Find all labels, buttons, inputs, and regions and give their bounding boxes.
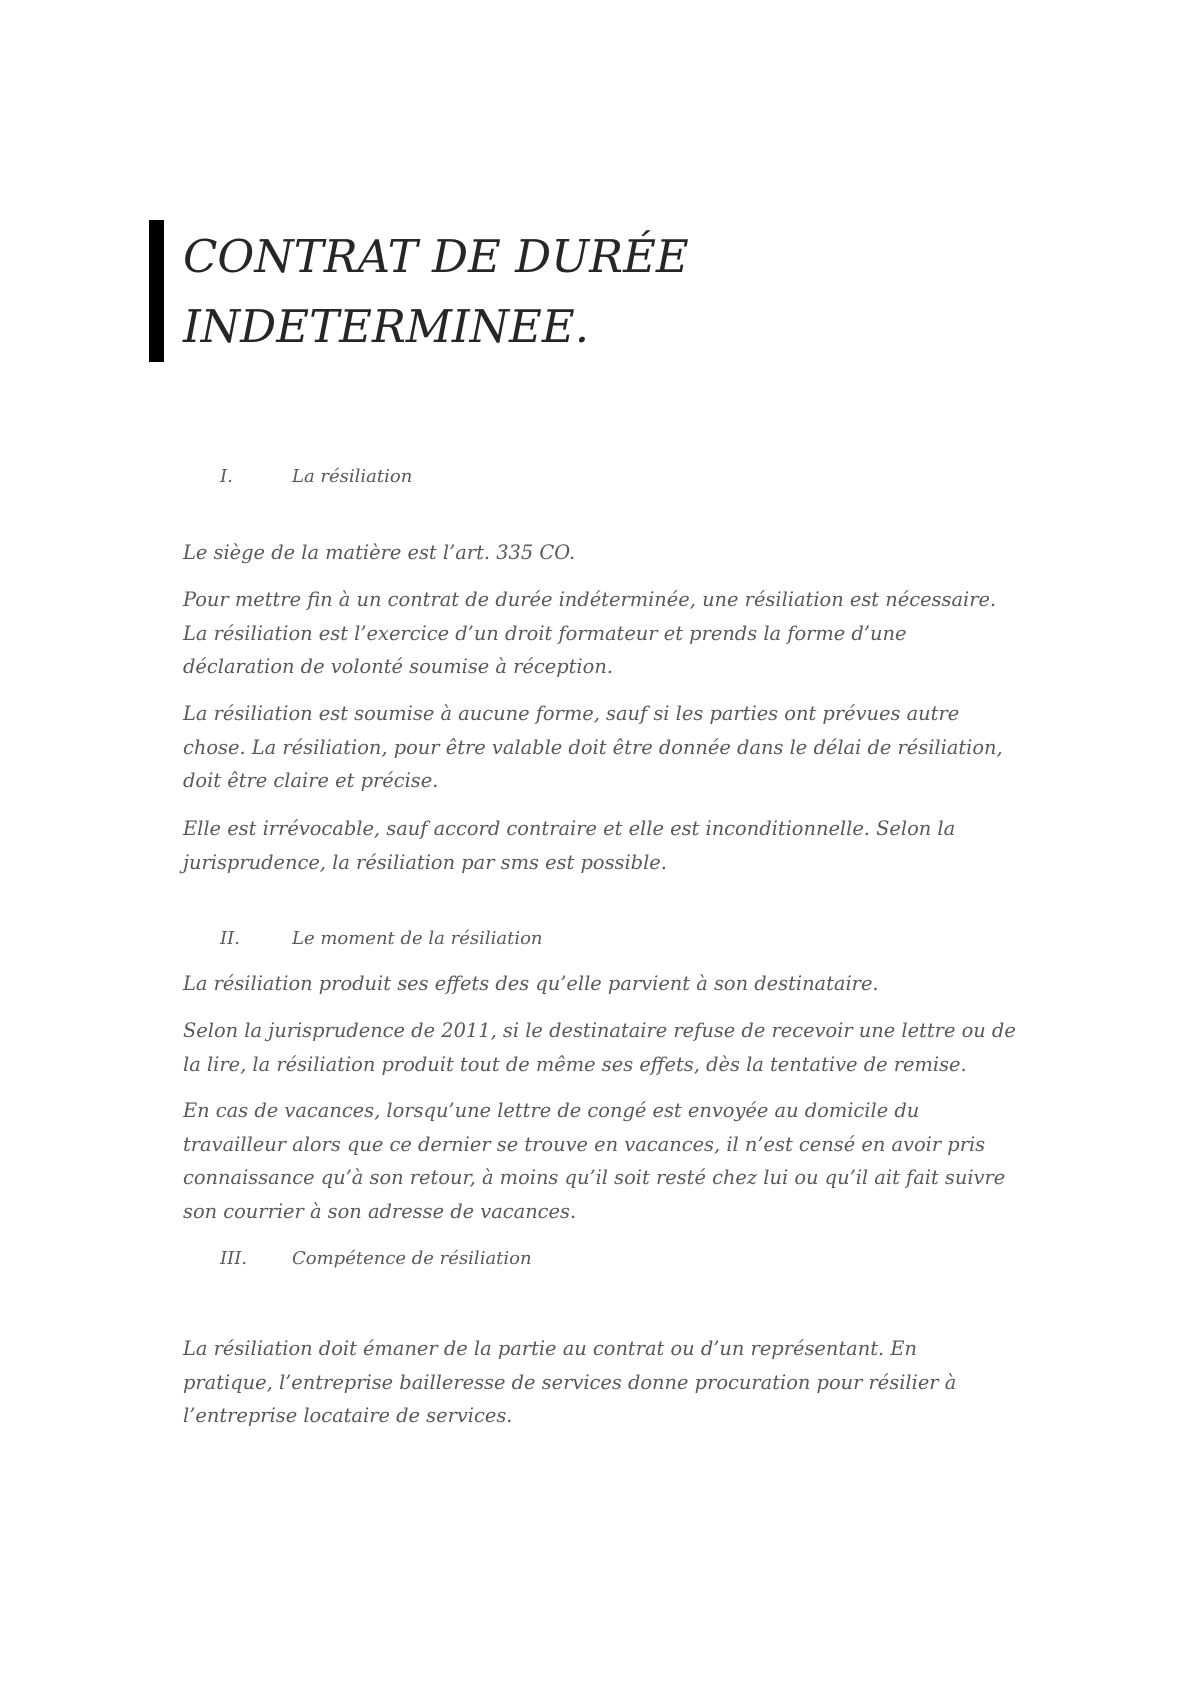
text-line: son courrier à son adresse de vacances.	[183, 1199, 577, 1223]
text-line: Selon la jurisprudence de 2011, si le destinataire refuse de recevoir une lettre ou de	[183, 1019, 1016, 1042]
section-number: III.	[220, 1248, 248, 1269]
text-line: pratique, l’entreprise bailleresse de services donne procuration pour résilier à	[183, 1370, 957, 1394]
text-line: Le siège de la matière est l’art. 335 CO.	[183, 541, 576, 564]
text-line: connaissance qu’à son retour, à moins qu’il soit resté chez lui ou qu’il ait fait suivre	[183, 1166, 1006, 1189]
section-heading-1	[220, 465, 412, 489]
text-line: En cas de vacances, lorsqu’une lettre de congé est envoyée au domicile du	[183, 1099, 920, 1122]
paragraph	[183, 536, 1043, 570]
section-heading-3	[220, 1247, 532, 1271]
text-line: l’entreprise locataire de services.	[183, 1404, 513, 1427]
paragraph	[183, 697, 1043, 798]
paragraph	[183, 1014, 1043, 1081]
text-line: La résiliation est l’exercice d’un droit formateur et prends la forme d’une	[183, 621, 907, 645]
title-accent-bar	[149, 220, 164, 362]
text-line: jurisprudence, la résiliation par sms est possible.	[183, 850, 667, 874]
section-title: La résiliation	[292, 466, 413, 487]
paragraph	[183, 967, 1043, 1001]
section-number: II.	[220, 928, 240, 949]
text-line: La résiliation est soumise à aucune forme, sauf si les parties ont prévues autre	[183, 702, 960, 725]
text-line: La résiliation doit émaner de la partie au contrat ou d’un représentant. En	[183, 1337, 917, 1360]
text-line: doit être claire et précise.	[183, 769, 439, 792]
text-line: chose. La résiliation, pour être valable doit être donnée dans le délai de résiliation,	[183, 735, 1003, 759]
section-number: I.	[220, 466, 233, 487]
text-line: La résiliation produit ses effets des qu’elle parvient à son destinataire.	[183, 972, 879, 995]
text-line: travailleur alors que ce dernier se trouve en vacances, il n’est censé en avoir pris	[183, 1132, 986, 1156]
paragraph	[183, 583, 1043, 684]
text-line: Elle est irrévocable, sauf accord contraire et elle est inconditionnelle. Selon la	[183, 817, 956, 840]
title-line: INDETERMINEE.	[183, 300, 590, 353]
text-line: Pour mettre fin à un contrat de durée indéterminée, une résiliation est nécessaire.	[183, 588, 997, 611]
section-title: Le moment de la résiliation	[292, 928, 543, 949]
document-title	[183, 222, 1083, 362]
section-heading-2	[220, 927, 543, 951]
section-title: Compétence de résiliation	[292, 1248, 532, 1269]
title-line: CONTRAT DE DURÉE	[183, 230, 689, 283]
paragraph	[183, 1094, 1043, 1228]
text-line: la lire, la résiliation produit tout de même ses effets, dès la tentative de remise.	[183, 1052, 967, 1076]
paragraph	[183, 1332, 1043, 1433]
paragraph	[183, 812, 1043, 879]
text-line: déclaration de volonté soumise à réception.	[183, 655, 613, 678]
